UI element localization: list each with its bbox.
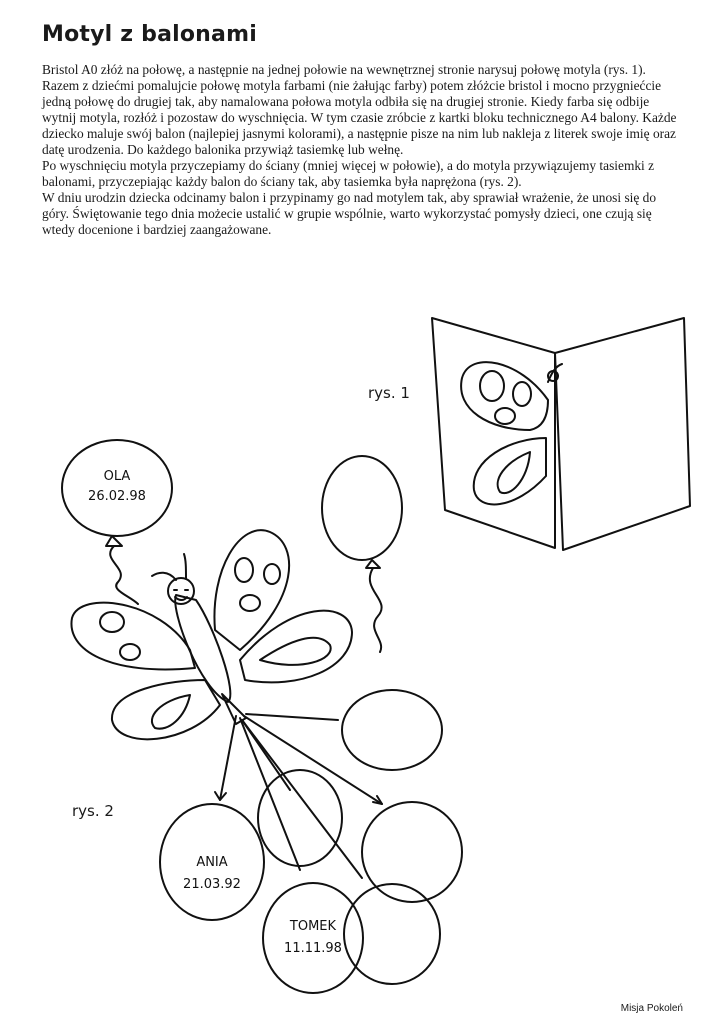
- footer-credit: Misja Pokoleń: [620, 1003, 683, 1014]
- page-title: Motyl z balonami: [42, 22, 257, 47]
- balloon-ola-name: OLA: [103, 469, 131, 484]
- balloon-ola-date: 26.02.98: [88, 489, 146, 504]
- balloon-ania-drawing: [160, 804, 264, 920]
- paragraph-2: Po wyschnięciu motyla przyczepiamy do ściany (mniej więcej w połowie), a do motyla przywiązujemy tasiemki z balonami, przyczepiając każdy balon do ściany tak, aby tasiemka była naprężona (rys. 2).: [42, 158, 655, 189]
- balloon-tomek-name: TOMEK: [289, 919, 337, 934]
- paragraph-1: Bristol A0 złóż na połowę, a następnie na jednej połowie na wewnętrznej stronie narysuj połowę motyla (rys. 1). Razem z dziećmi pomalujcie połowę motyla farbami (nie żałując farby) potem złóżcie bristol i mocno przygniećcie jedną połowę do drugiej tak, aby namalowana połowa motyla odbiła się na drugiej stronie. Kiedy farba się odbije wytnij motyla, rozłóż i pozostaw do wyschnięcia. W tym czasie zróbcie z kartki bloku technicznego A4 balony. Każde dziecko maluje swój balon (najlepiej jasnymi kolorami), a następnie pisze na nim lub nakleja z literek swoje imię oraz datę urodzenia. Do każdego balonika przywiąż tasiemkę lub wełnę.: [42, 62, 677, 157]
- figure-label-rys2: rys. 2: [72, 802, 114, 820]
- balloon-tomek-date: 11.11.98: [284, 941, 342, 956]
- balloon-cluster-drawing: [258, 690, 462, 984]
- folded-card-drawing: [432, 318, 690, 550]
- single-balloon-drawing: [322, 456, 402, 652]
- balloon-tomek-drawing: [263, 883, 363, 993]
- balloon-ania-date: 21.03.92: [183, 877, 241, 892]
- figure-label-rys1: rys. 1: [368, 384, 410, 402]
- balloon-ania-name: ANIA: [196, 855, 228, 870]
- balloon-ola-drawing: [62, 440, 172, 604]
- paragraph-3: W dniu urodzin dziecka odcinamy balon i przypinamy go nad motylem tak, aby sprawiał wrażenie, że unosi się do góry. Świętowanie tego dnia możecie ustalić w grupie wspólnie, warto wykorzystać pomysły dzieci, one czują się wtedy docenione i bardziej zaangażowane.: [42, 190, 657, 237]
